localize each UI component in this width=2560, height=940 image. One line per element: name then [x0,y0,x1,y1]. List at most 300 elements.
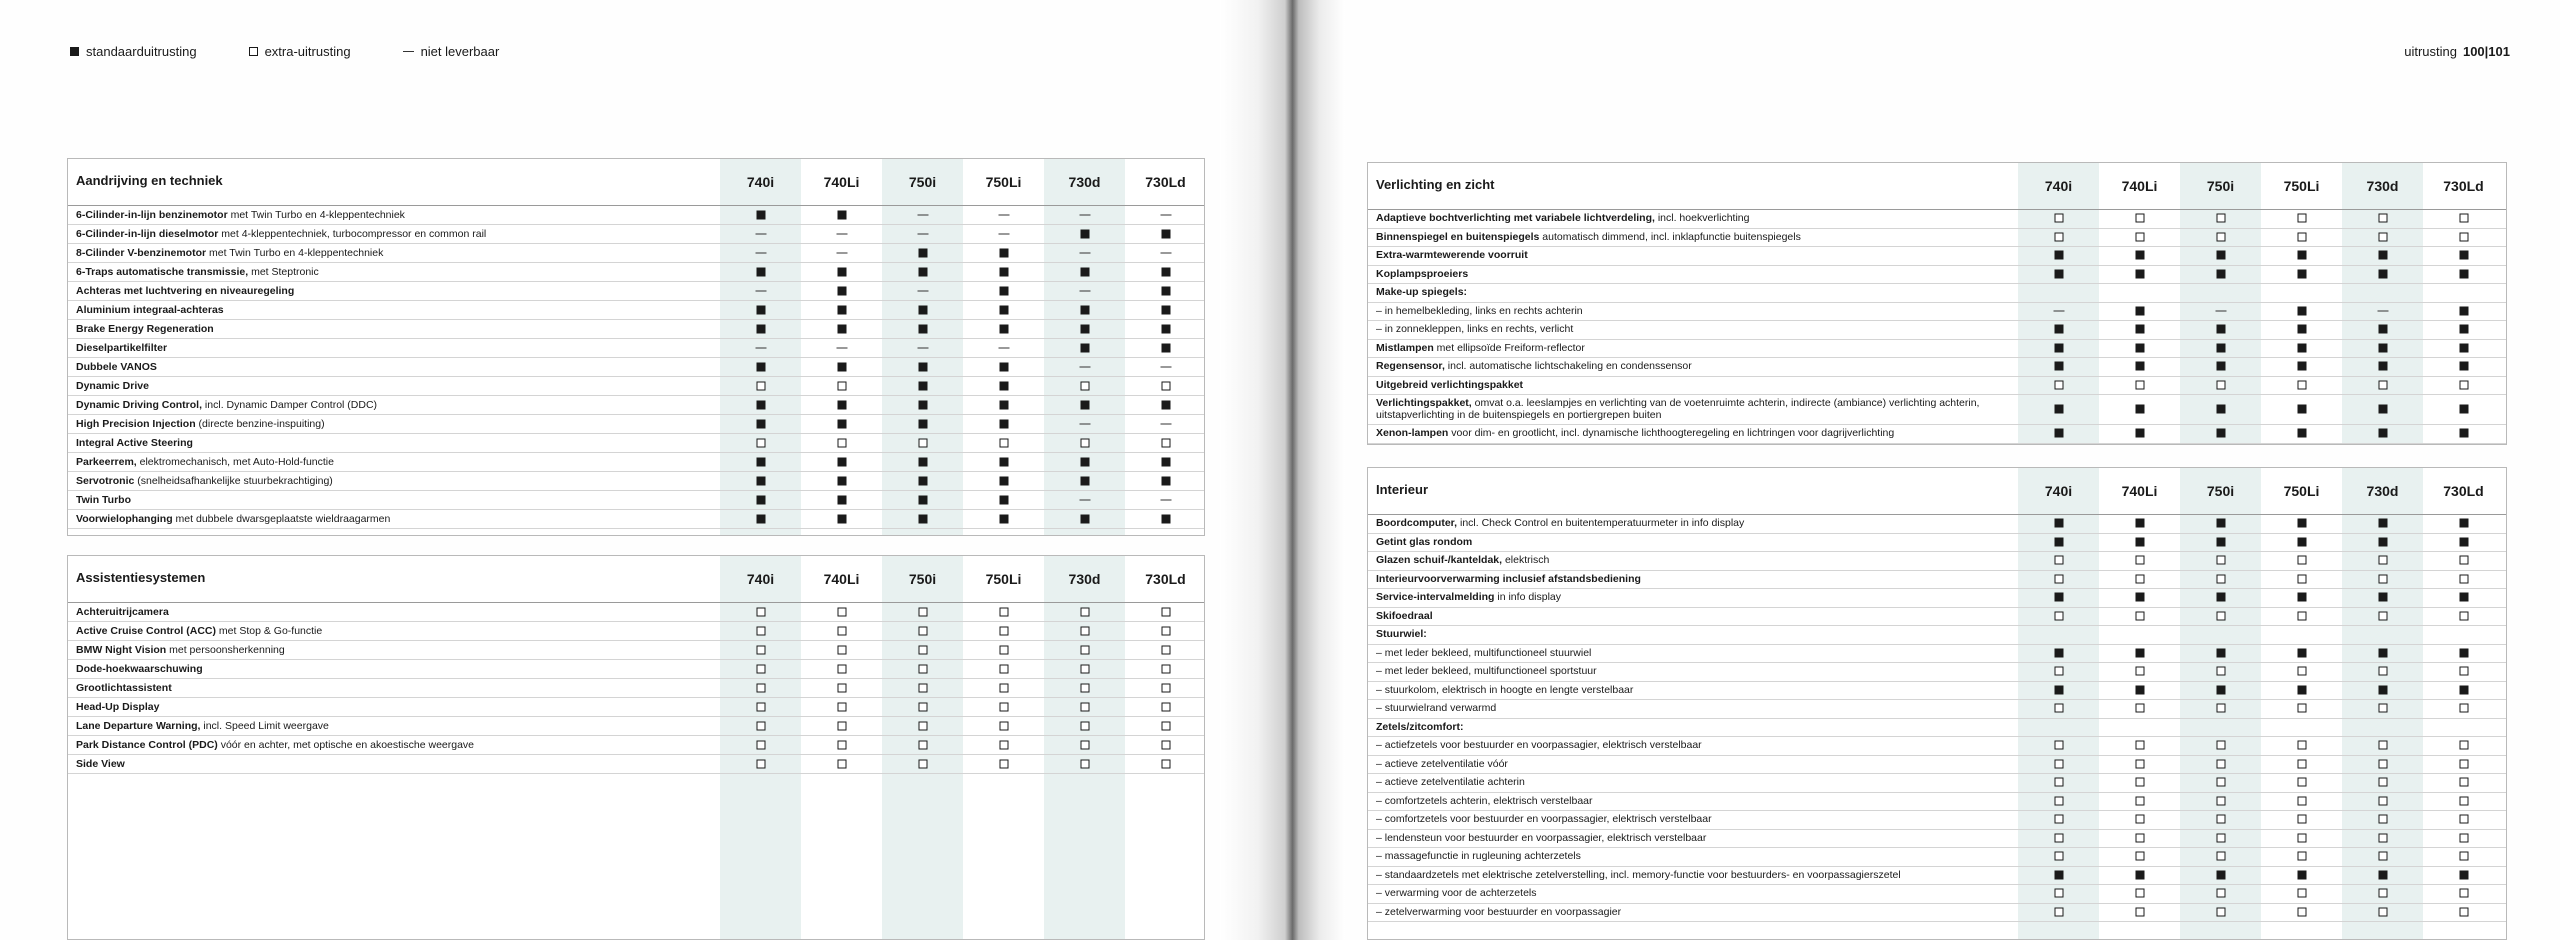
table-row [1368,209,2506,229]
standard-mark [1161,229,1170,238]
standard-mark [2378,269,2387,278]
not-available-mark [836,347,847,348]
extra-mark [2459,232,2468,241]
standard-mark [756,514,765,523]
filled-square-icon [2135,685,2144,694]
filled-square-icon [2135,343,2144,352]
empty-square-icon [2297,833,2306,842]
standard-mark [1161,514,1170,523]
standard-mark [2054,405,2063,414]
extra-mark [837,381,846,390]
feature-name: Mistlampen [1376,341,1434,354]
extra-mark [1080,702,1089,711]
empty-square-icon [2216,380,2225,389]
dash-icon [403,51,414,52]
filled-square-icon [2459,269,2468,278]
empty-square-icon [1080,721,1089,730]
extra-mark [1161,740,1170,749]
filled-square-icon [2459,648,2468,657]
extra-mark [2378,574,2387,583]
empty-square-icon [2459,815,2468,824]
standard-mark [2135,593,2144,602]
row-label [76,342,167,354]
standard-mark [2297,362,2306,371]
standard-mark [2297,870,2306,879]
feature-detail: – verwarming voor de achterzetels [1376,887,1537,900]
row-label [1376,517,1744,529]
feature-name: Head-Up Display [76,700,160,713]
filled-square-icon [2297,870,2306,879]
row-label [76,323,214,335]
row-label [1376,776,1525,788]
extra-mark [2135,214,2144,223]
standard-mark [756,457,765,466]
extra-mark [2378,214,2387,223]
empty-square-icon [837,702,846,711]
table-row [68,395,1204,415]
extra-mark [837,683,846,692]
empty-square-icon [837,721,846,730]
table-row [68,300,1204,320]
empty-square-icon [2054,759,2063,768]
table-title: Assistentiesystemen [76,570,206,585]
extra-mark [2135,232,2144,241]
filled-square-icon [2378,269,2387,278]
standard-mark [756,495,765,504]
extra-mark [2054,741,2063,750]
standard-mark [2216,405,2225,414]
empty-square-icon [2378,704,2387,713]
empty-square-icon [2135,852,2144,861]
dash-icon [1160,499,1171,500]
row-label [1376,427,1894,439]
filled-square-icon [999,419,1008,428]
table-row [68,262,1204,282]
filled-square-icon [756,457,765,466]
filled-square-icon [999,457,1008,466]
filled-square-icon [2297,343,2306,352]
empty-square-icon [2216,214,2225,223]
empty-square-icon [2135,907,2144,916]
table-row [68,490,1204,510]
table-row [68,243,1204,263]
empty-square-icon [1080,702,1089,711]
filled-square-icon [2054,362,2063,371]
extra-mark [2378,380,2387,389]
feature-detail: (directe benzine-inspuiting) [195,417,325,430]
extra-mark [2459,815,2468,824]
empty-square-icon [2216,833,2225,842]
filled-square-icon [999,248,1008,257]
empty-square-icon [2297,852,2306,861]
extra-mark [2054,704,2063,713]
filled-square-icon [2459,306,2468,315]
feature-name: Verlichtingspakket, [1376,397,1472,409]
empty-square-icon [2459,741,2468,750]
standard-mark [2297,269,2306,278]
filled-square-icon [837,305,846,314]
extra-mark [2459,741,2468,750]
feature-name: Stuurwiel: [1376,628,1427,641]
empty-square-icon [756,381,765,390]
not-available-mark [1160,214,1171,215]
standard-mark [2378,251,2387,260]
empty-square-icon [2297,574,2306,583]
extra-mark [2216,796,2225,805]
not-available-mark [998,214,1009,215]
filled-square-icon [2378,685,2387,694]
extra-mark [837,645,846,654]
feature-name: Getint glas rondom [1376,535,1473,548]
extra-mark [2297,741,2306,750]
filled-square-icon [2378,251,2387,260]
filled-square-icon [918,381,927,390]
feature-name: Parkeerrem, [76,455,137,468]
standard-mark [2378,325,2387,334]
row-label [76,247,383,259]
empty-square-icon [2459,907,2468,916]
standard-mark [1080,305,1089,314]
empty-square-icon [2054,778,2063,787]
filled-square-icon [2459,405,2468,414]
filled-square-icon [2378,343,2387,352]
model-column-header: 730d [2366,178,2399,194]
standard-mark [2054,429,2063,438]
empty-square-icon [837,759,846,768]
filled-square-icon [2297,306,2306,315]
extra-mark [756,702,765,711]
empty-square-icon [2297,611,2306,620]
table-row [68,735,1204,755]
empty-square-icon [918,664,927,673]
empty-square-icon [918,438,927,447]
empty-square-icon [2459,796,2468,805]
empty-square-icon [2135,815,2144,824]
empty-square-icon [2297,907,2306,916]
empty-square-icon [999,645,1008,654]
empty-square-icon [918,740,927,749]
empty-square-icon [837,626,846,635]
empty-square-icon [2135,741,2144,750]
empty-square-icon [837,607,846,616]
standard-mark [2135,429,2144,438]
feature-name: Brake Energy Regeneration [76,322,214,335]
empty-square-icon [2459,833,2468,842]
standard-mark [999,267,1008,276]
extra-mark [1080,607,1089,616]
table-row [1368,662,2506,682]
standard-mark [2459,306,2468,315]
empty-square-icon [2378,574,2387,583]
empty-square-icon [999,740,1008,749]
extra-mark [2054,778,2063,787]
empty-square-icon [2459,556,2468,565]
filled-square-icon [1161,400,1170,409]
filled-square-icon [2297,429,2306,438]
empty-square-icon [2459,889,2468,898]
extra-mark [2459,833,2468,842]
extra-mark [2459,852,2468,861]
extra-mark [2459,759,2468,768]
standard-mark [2054,593,2063,602]
feature-name: Koplampsproeiers [1376,267,1469,280]
standard-mark [1080,514,1089,523]
model-column-header: 740Li [823,174,860,190]
extra-mark [918,721,927,730]
feature-detail: – actiefzetels voor bestuurder en voorpassagier, elektrisch verstelbaar [1376,739,1702,752]
standard-mark [2378,593,2387,602]
filled-square-icon [2054,537,2063,546]
filled-square-icon [918,495,927,504]
table-row [68,697,1204,717]
not-available-mark [836,233,847,234]
row-label [1376,739,1702,751]
extra-mark [918,607,927,616]
filled-square-icon [837,324,846,333]
empty-square-icon [2378,833,2387,842]
feature-name: Dynamic Driving Control, [76,398,203,411]
filled-square-icon [999,305,1008,314]
filled-square-icon [2054,870,2063,879]
empty-square-icon [2135,574,2144,583]
row-label [76,266,319,278]
standard-mark [2459,519,2468,528]
standard-mark [999,419,1008,428]
filled-square-icon [918,324,927,333]
standard-mark [2459,593,2468,602]
feature-name: Aluminium integraal-achteras [76,303,224,316]
dash-icon [2215,310,2226,311]
standard-mark [2054,362,2063,371]
empty-square-icon [2054,704,2063,713]
extra-mark [1080,438,1089,447]
standard-mark [1161,286,1170,295]
empty-square-icon [2459,214,2468,223]
table-row [68,338,1204,358]
extra-mark [999,607,1008,616]
filled-square-icon [2216,593,2225,602]
filled-square-icon [2378,519,2387,528]
extra-mark [2135,667,2144,676]
standard-mark [2297,405,2306,414]
feature-detail: – actieve zetelventilatie vóór [1376,757,1508,770]
extra-mark [756,721,765,730]
empty-square-icon [2459,852,2468,861]
standard-mark [918,400,927,409]
filled-square-icon [1080,324,1089,333]
empty-square-icon [2216,556,2225,565]
filled-square-icon [2459,519,2468,528]
filled-square-icon [2459,870,2468,879]
standard-mark [2216,251,2225,260]
feature-name: Lane Departure Warning, [76,719,201,732]
feature-detail: incl. automatische lichtschakeling en condenssensor [1444,360,1692,373]
not-available-mark [1079,366,1090,367]
empty-square-icon [2459,611,2468,620]
feature-name: Integral Active Steering [76,436,193,449]
empty-square-icon [2135,667,2144,676]
not-available-mark [755,290,766,291]
feature-name: Skifoedraal [1376,609,1433,622]
dash-icon [836,233,847,234]
extra-mark [2135,556,2144,565]
standard-mark [2297,251,2306,260]
dash-icon [836,347,847,348]
extra-mark [918,645,927,654]
model-column-header: 750Li [2283,483,2320,499]
section-name: uitrusting [2404,44,2457,59]
filled-square-icon [999,381,1008,390]
row-label [1376,665,1597,677]
feature-detail: automatisch dimmend, incl. inklapfunctie buitenspiegels [1539,230,1801,243]
empty-square-icon [2378,667,2387,676]
dash-icon [917,233,928,234]
filled-square-icon [1161,267,1170,276]
dash-icon [1079,499,1090,500]
table-row [68,414,1204,434]
filled-square-icon [1080,514,1089,523]
feature-name: Glazen schuif-/kanteldak, [1376,554,1503,567]
empty-square-icon [918,683,927,692]
standard-mark [999,495,1008,504]
row-label [76,456,334,468]
not-available-mark [1160,423,1171,424]
empty-square-icon [2378,852,2387,861]
extra-mark [2378,815,2387,824]
standard-mark [2378,343,2387,352]
feature-name: 6-Traps automatische transmissie, [76,265,249,278]
filled-square-icon [2135,269,2144,278]
table-row [1368,903,2506,923]
dash-icon [836,252,847,253]
standard-mark [2054,519,2063,528]
standard-mark [1080,343,1089,352]
filled-square-icon [2459,593,2468,602]
filled-square-icon [2297,593,2306,602]
feature-name: Uitgebreid verlichtingspakket [1376,378,1524,391]
feature-name: Regensensor, [1376,360,1445,373]
filled-square-icon [2459,343,2468,352]
extra-mark [837,759,846,768]
empty-square-icon [2297,704,2306,713]
standard-mark [2297,306,2306,315]
table-row [1368,320,2506,340]
empty-square-icon [918,607,927,616]
empty-square-icon [756,626,765,635]
row-label [76,625,322,637]
feature-name: Service-intervalmelding [1376,591,1495,604]
standard-mark [837,305,846,314]
not-available-mark [1079,423,1090,424]
filled-square-icon [999,514,1008,523]
empty-square-icon [1161,381,1170,390]
empty-square-icon [837,740,846,749]
extra-mark [837,438,846,447]
feature-detail: – zetelverwarming voor bestuurder en voorpassagier [1376,905,1622,918]
feature-name: 6-Cilinder-in-lijn dieselmotor [76,227,219,240]
feature-detail: in info display [1494,591,1562,604]
standard-mark [1080,476,1089,485]
row-label [76,361,157,373]
empty-square-icon [1161,626,1170,635]
standard-mark [2054,325,2063,334]
empty-square-icon [2459,759,2468,768]
row-label [76,494,131,506]
table-row [1368,847,2506,867]
standard-mark [918,381,927,390]
standard-mark [2459,325,2468,334]
extra-mark [2054,667,2063,676]
extra-mark [1161,626,1170,635]
empty-square-icon [918,626,927,635]
extra-mark [2459,556,2468,565]
feature-name: Achteruitrijcamera [76,605,169,618]
extra-mark [1161,683,1170,692]
empty-square-icon [2135,380,2144,389]
extra-mark [1161,721,1170,730]
model-column-header: 730d [1068,571,1101,587]
filled-square-icon [837,476,846,485]
standard-mark [1161,324,1170,333]
not-available-mark [2377,310,2388,311]
feature-detail: omvat o.a. leeslampjes en verlichting van de voetenruimte achterin, indirecte (ambiance) verlichting achterin, uitstapverlichting in de buitenspiegels en portiergrepen buiten [1376,397,1980,421]
feature-name: Boordcomputer, [1376,517,1458,530]
standard-mark [2378,648,2387,657]
legend-not-available-label: niet leverbaar [420,44,500,59]
empty-square-icon [2216,704,2225,713]
empty-square-icon [1080,683,1089,692]
filled-square-icon [837,419,846,428]
model-column-header: 730d [2366,483,2399,499]
extra-mark [918,740,927,749]
standard-mark [756,476,765,485]
row-label [1376,536,1472,548]
filled-square-icon [918,476,927,485]
standard-mark [2054,251,2063,260]
model-column-header: 730Ld [2443,178,2484,194]
empty-square-icon [999,626,1008,635]
standard-mark [2459,870,2468,879]
standard-mark [1080,457,1089,466]
empty-square-icon [2297,556,2306,565]
extra-mark [918,702,927,711]
row-label [1376,628,1427,640]
extra-mark [2459,796,2468,805]
row-label [1376,832,1706,844]
row-label [1376,702,1496,714]
extra-mark [2054,889,2063,898]
empty-square-icon [918,721,927,730]
model-column-header: 750Li [985,571,1022,587]
not-available-mark [1160,366,1171,367]
empty-square-icon [1161,438,1170,447]
not-available-mark [1079,252,1090,253]
row-label [1376,795,1593,807]
extra-mark [2378,611,2387,620]
not-available-mark [917,214,928,215]
feature-detail: – actieve zetelventilatie achterin [1376,776,1525,789]
feature-detail: – comfortzetels achterin, elektrisch verstelbaar [1376,794,1593,807]
dash-icon [2377,310,2388,311]
extra-mark [2054,380,2063,389]
filled-square-icon [2135,306,2144,315]
feature-name: Voorwielophanging [76,512,173,525]
model-column-header: 750i [2206,483,2235,499]
standard-mark [918,324,927,333]
filled-square-icon [2378,648,2387,657]
extra-mark [1080,740,1089,749]
standard-mark [2378,537,2387,546]
